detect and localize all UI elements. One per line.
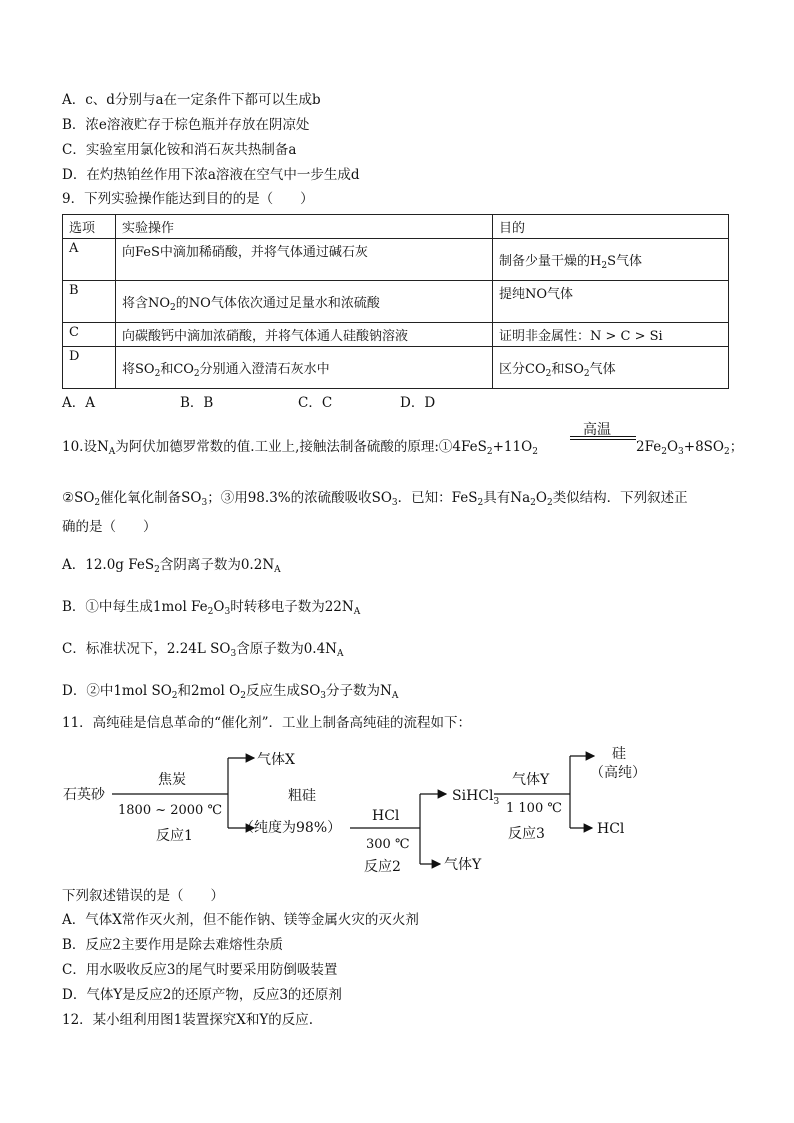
q9-table [62,214,729,389]
row-goal: 提纯NO气体 [493,281,729,323]
table-row [63,323,729,347]
row-operation: 向碳酸钙中滴加浓硝酸，并将气体通人硅酸钠溶液 [116,323,493,347]
flow-sihcl3: SiHCl$_3$ [452,788,500,807]
q11-option-d: D．气体Y是反应2的还原产物，反应3的还原剂 [62,987,342,1003]
flow-reaction2: 反应2 [364,859,401,875]
q10-option-d: D．②中1mol $SO_2$和2mol $O_2$反应生成$SO_3$分子数为$N_A$ [62,683,399,701]
row-option: C [63,323,116,347]
answer-d: D．D [400,395,436,411]
answer-c: C．C [298,395,333,411]
q10-line1-products: $2Fe_2O_3+8SO_2$； [636,439,744,457]
row-operation: 向FeS中滴加稀硝酸，并将气体通过碱石灰 [116,239,493,281]
flow-purity: （纯度为98%） [240,820,342,836]
table-row [63,239,729,281]
q10-option-b: B．①中每生成1mol $Fe_2O_3$时转移电子数为$22N_A$ [62,599,361,617]
header-operation: 实验操作 [116,215,493,239]
q10-line3: 确的是（ ） [62,519,157,535]
equals-sign [570,436,636,440]
q10-option-c: C．标准状况下，2.24L $SO_3$含原子数为$0.4N_A$ [62,641,344,659]
q8-option-c: C．实验室用氯化铵和消石灰共热制备a [62,142,297,158]
table-header-row [63,215,729,239]
q8-option-a: A．c、d分别与a在一定条件下都可以生成b [62,92,321,108]
flow-crude: 粗硅 [288,788,316,804]
flow-reaction3: 反应3 [508,826,545,842]
flow-product-note: （高纯） [590,765,646,781]
header-option: 选项 [63,215,116,239]
flow-hcl-out: HCl [597,821,625,837]
q10-option-a: A．12.0g FeS$_2$含阴离子数为$0.2N_A$ [62,557,281,575]
q11-stem: 11．高纯硅是信息革命的“催化剂”．工业上制备高纯硅的流程如下： [62,715,471,731]
flow-start: 石英砂 [63,787,105,803]
row-option: B [63,281,116,323]
flow-cond1: 1800 ~ 2000 ℃ [118,803,222,818]
flow-cond2: 300 ℃ [366,837,410,852]
q10-line1: 10.设$N_A$为阿伏加德罗常数的值.工业上,接触法制备硫酸的原理$:①4FeS_2+11O_2$ [62,439,538,457]
q9-stem: 9．下列实验操作能达到目的的是（ ） [62,191,314,207]
q11-option-b: B．反应2主要作用是除去难熔性杂质 [62,937,284,953]
reaction-condition: 高温 [583,422,611,438]
row-goal: 证明非金属性：N > C > Si [493,323,729,347]
flow-gas-y-out: 气体Y [444,857,482,873]
table-row [63,347,729,389]
answer-a: A．A [62,395,95,411]
header-goal: 目的 [493,215,729,239]
table-row [63,281,729,323]
flow-reagent3: 气体Y [512,772,550,788]
row-operation: 将含$NO_2$的NO气体依次通过足量水和浓硫酸 [116,281,493,323]
q11-option-a: A．气体X常作灭火剂，但不能作钠、镁等金属火灾的灭火剂 [62,912,419,928]
row-operation: 将$SO_2$和$CO_2$分别通入澄清石灰水中 [116,347,493,389]
row-goal: 区分$CO_2$和$SO_2$气体 [493,347,729,389]
process-flow-diagram [60,738,680,878]
flow-reagent2: HCl [372,808,400,824]
q8-option-b: B．浓e溶液贮存于棕色瓶并存放在阴凉处 [62,117,310,133]
row-goal: 制备少量干燥的$H_2S$气体 [493,239,729,281]
q10-line2: $②SO_2$催化氧化制备$SO_3$；③用98.3%的浓硫酸吸收$SO_3$．已知：FeS$_2$具有$Na_2O_2$类似结构．下列叙述正 [62,490,688,508]
flow-gas-x: 气体X [257,752,295,768]
flow-cond3: 1 100 ℃ [506,801,562,816]
answer-b: B．B [180,395,214,411]
q11-question: 下列叙述错误的是（ ） [62,888,224,904]
q12-stem: 12．某小组利用图1装置探究X和Y的反应. [62,1012,314,1028]
flow-reagent1: 焦炭 [158,772,186,788]
flow-product: 硅 [612,746,626,762]
flow-reaction1: 反应1 [156,828,193,844]
row-option: A [63,239,116,281]
q8-option-d: D．在灼热铂丝作用下浓a溶液在空气中一步生成d [62,167,360,183]
row-option: D [63,347,116,389]
q11-option-c: C．用水吸收反应3的尾气时要采用防倒吸装置 [62,962,338,978]
